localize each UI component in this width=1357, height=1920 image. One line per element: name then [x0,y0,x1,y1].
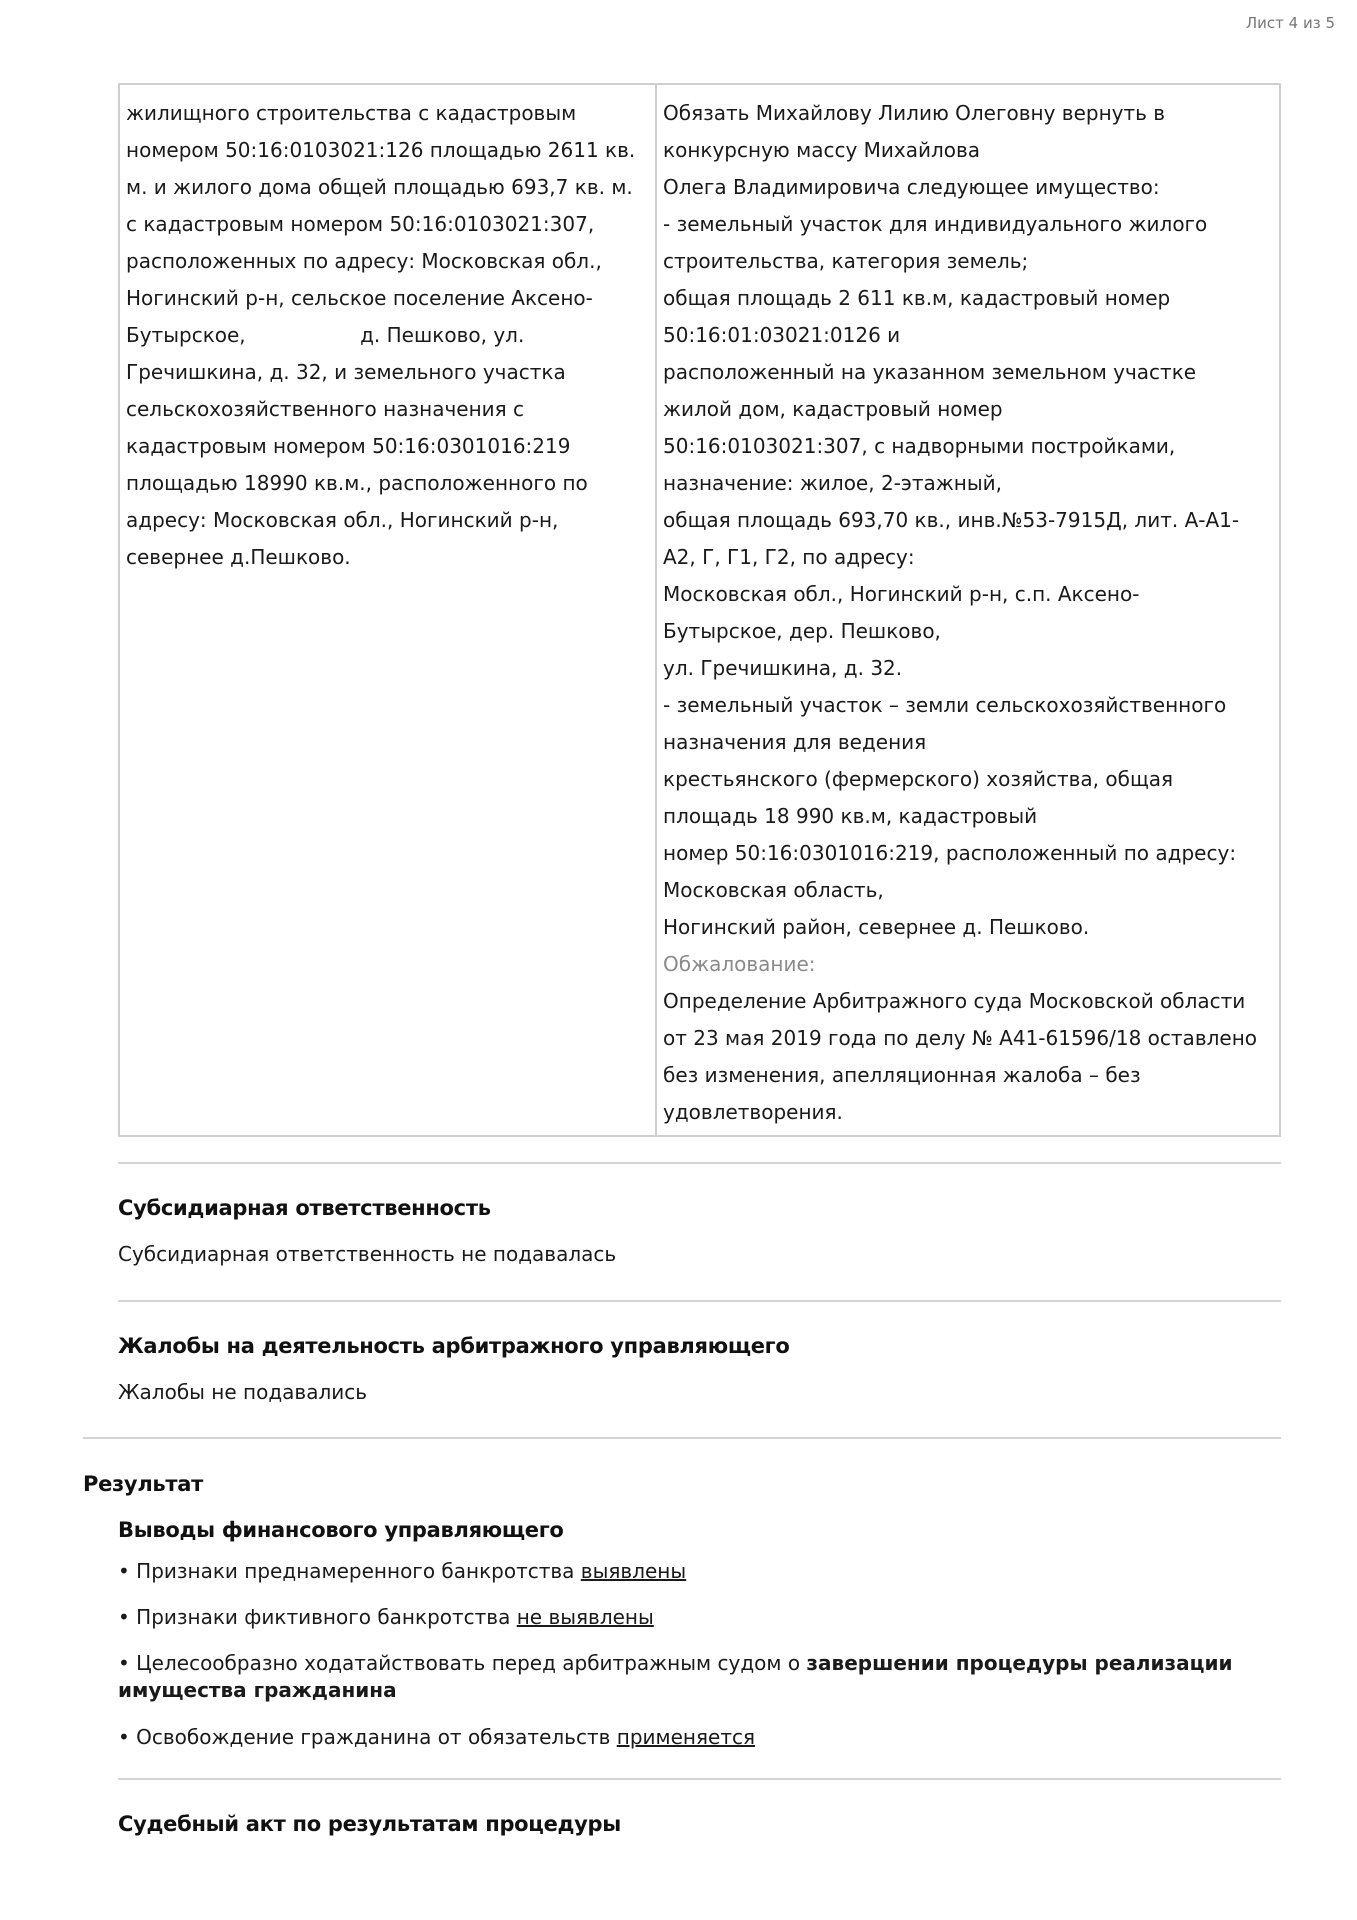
table-line: строительства, категория земель; [663,249,1029,273]
conclusion-item: • Признаки фиктивного банкротства не выявлены [118,1605,654,1629]
conclusions-title: Выводы финансового управляющего [118,1518,564,1542]
table-line: Московская область, [663,878,884,902]
table-line: назначение: жилое, 2-этажный, [663,471,1003,495]
table-line: назначения для ведения [663,730,927,754]
table-line: общая площадь 693,70 кв., инв.№53-7915Д, лит. А-А1- [663,508,1240,532]
table-line: Обязать Михайлову Лилию Олеговну вернуть в [663,101,1166,125]
table-line: номер 50:16:0301016:219, расположенный по адресу: [663,841,1237,865]
table-line: жилищного строительства с кадастровым [126,101,577,125]
table-line: сельскохозяйственного назначения с [126,397,525,421]
table-line: с кадастровым номером 50:16:0103021:307, [126,212,595,236]
table-line: 50:16:0103021:307, с надворными постройками, [663,434,1176,458]
table-line: Определение Арбитражного суда Московской области [663,989,1246,1013]
conclusion-value: завершении процедуры реализации имущества гражданина [118,1651,1233,1702]
table-line: кадастровым номером 50:16:0301016:219 [126,434,571,458]
table-line: адресу: Московская обл., Ногинский р-н, [126,508,559,532]
table-line: крестьянского (фермерского) хозяйства, общая [663,767,1174,791]
conclusion-item: • Целесообразно ходатайствовать перед арбитражным судом о завершении процедуры реализации имущества гражданина [118,1651,1233,1702]
table-line: расположенных по адресу: Московская обл., [126,249,602,273]
table-line: без изменения, апелляционная жалоба – без [663,1063,1141,1087]
conclusion-value: не выявлены [516,1605,654,1629]
table-line: площадь 18 990 кв.м, кадастровый [663,804,1038,828]
subsidiary-text: Субсидиарная ответственность не подавалась [118,1242,617,1266]
conclusion-value: выявлены [580,1559,687,1583]
table-line: Ногинский район, севернее д. Пешково. [663,915,1090,939]
table-line: Ногинский р-н, сельское поселение Аксено- [126,286,593,310]
table-line: конкурсную массу Михайлова [663,138,981,162]
divider [118,1162,1281,1164]
table-line: А2, Г, Г1, Г2, по адресу: [663,545,915,569]
complaints-text: Жалобы не подавались [118,1380,368,1404]
conclusion-value: применяется [616,1725,756,1749]
table-line: площадью 18990 кв.м., расположенного по [126,471,588,495]
result-title: Результат [83,1472,203,1496]
table-line: номером 50:16:0103021:126 площадью 2611 кв. [126,138,636,162]
table-line: удовлетворения. [663,1100,843,1124]
table-line: Гречишкина, д. 32, и земельного участка [126,360,566,384]
table-line: севернее д.Пешково. [126,545,351,569]
table-line: расположенный на указанном земельном участке [663,360,1197,384]
appeal-label: Обжалование: [663,952,816,976]
divider [83,1437,1281,1439]
table-line: Московская обл., Ногинский р-н, с.п. Аксено- [663,582,1140,606]
page-counter: Лист 4 из 5 [1245,14,1335,32]
table-line: общая площадь 2 611 кв.м, кадастровый номер [663,286,1171,310]
table-line: Олега Владимировича следующее имущество: [663,175,1160,199]
table-line: от 23 мая 2019 года по делу № А41-61596/18 оставлено [663,1026,1258,1050]
subsidiary-title: Субсидиарная ответственность [118,1196,491,1220]
conclusion-item: • Освобождение гражданина от обязательств применяется [118,1725,756,1749]
table-line: - земельный участок для индивидуального жилого [663,212,1208,236]
conclusion-item: • Признаки преднамеренного банкротства выявлены [118,1559,687,1583]
property-table [118,83,1281,1137]
table-line: ул. Гречишкина, д. 32. [663,656,903,680]
table-line: Бутырское, дер. Пешково, [663,619,941,643]
table-line: - земельный участок – земли сельскохозяйственного [663,693,1227,717]
table-line: Бутырское, д. Пешково, ул. [126,323,525,347]
court-act-title: Судебный акт по результатам процедуры [118,1812,621,1836]
divider [118,1300,1281,1302]
complaints-title: Жалобы на деятельность арбитражного управляющего [118,1334,790,1358]
table-cell-claim [120,85,657,1135]
table-cell-result [657,85,1279,1135]
table-line: м. и жилого дома общей площадью 693,7 кв. м. [126,175,633,199]
table-line: жилой дом, кадастровый номер [663,397,1003,421]
table-line: 50:16:01:03021:0126 и [663,323,901,347]
divider [118,1778,1281,1780]
